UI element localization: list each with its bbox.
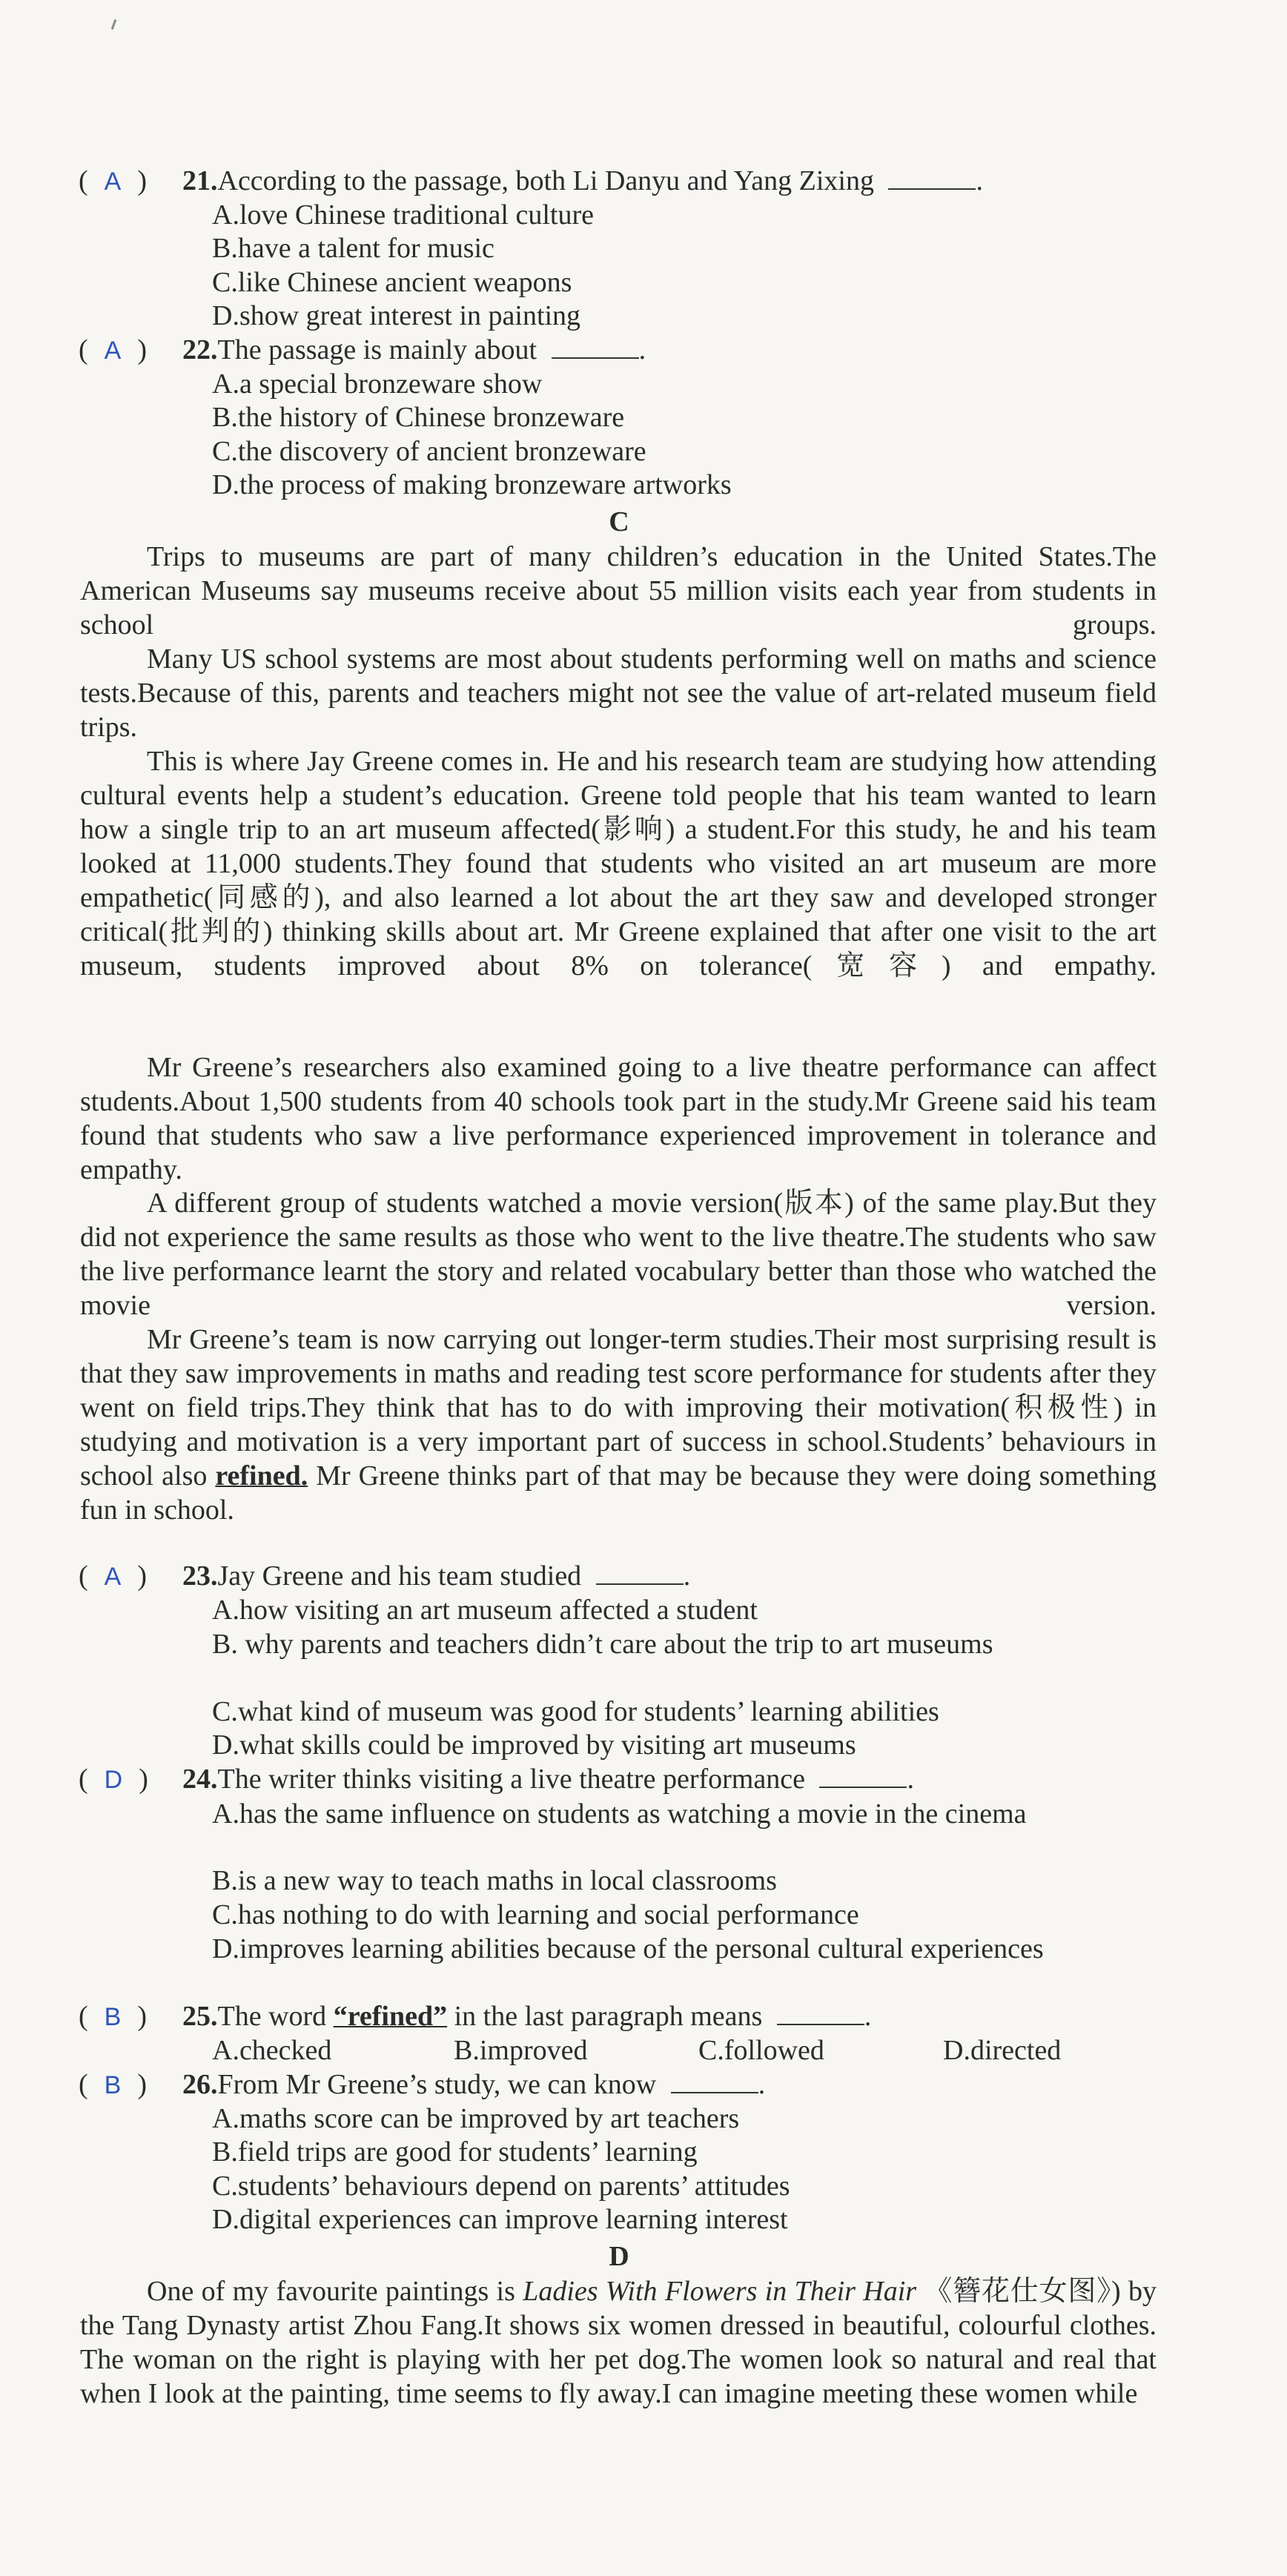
question-number: 25. <box>182 2001 218 2032</box>
answer-paren: ( B ) <box>79 2001 147 2032</box>
scan-mark <box>111 19 117 30</box>
answer-21: A <box>104 168 122 196</box>
stem-end: . <box>864 2001 872 2032</box>
question-stem: in the last paragraph means <box>447 2001 763 2032</box>
passage-c-paragraph-3 <box>80 744 1157 983</box>
option-25-a: A.checked <box>212 2035 332 2066</box>
question-22 <box>79 334 646 367</box>
answer-26: B <box>104 2071 122 2099</box>
refined-word: refined. <box>215 1460 308 1491</box>
paragraph-text: One of my favourite paintings is <box>147 2276 515 2307</box>
question-number: 21. <box>182 165 218 196</box>
section-c-heading: C <box>609 506 629 537</box>
answer-paren: ( A ) <box>79 334 147 365</box>
question-26 <box>79 2068 765 2102</box>
question-24 <box>79 1763 914 1796</box>
answer-paren: ( D ) <box>79 1764 148 1795</box>
option-21-a: A.love Chinese traditional culture <box>212 199 594 231</box>
option-23-d: D.what skills could be improved by visiting art museums <box>212 1729 856 1761</box>
option-22-b: B.the history of Chinese bronzeware <box>212 402 625 433</box>
section-d-heading: D <box>609 2241 629 2272</box>
question-stem: The word <box>217 2001 334 2032</box>
option-22-a: A.a special bronzeware show <box>212 368 543 400</box>
answer-paren: ( A ) <box>79 1560 147 1592</box>
question-23 <box>79 1560 690 1593</box>
option-21-b: B.have a talent for music <box>212 233 494 264</box>
question-number: 22. <box>182 334 218 365</box>
question-stem: Jay Greene and his team studied <box>217 1560 582 1592</box>
option-26-a: A.maths score can be improved by art teachers <box>212 2103 740 2134</box>
question-stem: The writer thinks visiting a live theatre performance <box>217 1764 805 1795</box>
stem-end: . <box>638 334 646 365</box>
question-25 <box>79 2000 871 2033</box>
option-23-b: B. why parents and teachers didn’t care about the trip to art museums <box>212 1629 993 1660</box>
stem-end: . <box>976 165 983 196</box>
question-stem: From Mr Greene’s study, we can know <box>217 2069 657 2100</box>
answer-blank[interactable] <box>671 2070 758 2093</box>
answer-blank[interactable] <box>888 166 976 190</box>
question-stem: The passage is mainly about <box>217 334 537 365</box>
answer-24: D <box>104 1766 123 1794</box>
question-number: 26. <box>182 2069 218 2100</box>
passage-d-paragraph-1 <box>80 2274 1157 2411</box>
passage-c-paragraph-1 <box>80 540 1157 642</box>
paragraph-text: A different group of students watched a movie version(版本) of the same play.But they did not experience the same results as those who went to the live theatre.The students who saw the live performance learnt the story and related vocabulary better than those who watched the movie version. <box>80 1188 1157 1321</box>
paragraph-text: Trips to museums are part of many children’s education in the United States.The American Museums say museums receive about 55 million visits each year from students in school groups. <box>80 541 1157 640</box>
options-25 <box>212 2034 1061 2067</box>
answer-23: A <box>104 1563 122 1591</box>
option-24-d: D.improves learning abilities because of the personal cultural experiences <box>212 1933 1044 1964</box>
stem-end: . <box>907 1764 914 1795</box>
question-number: 24. <box>182 1764 218 1795</box>
option-25-d: D.directed <box>943 2035 1062 2066</box>
paragraph-text: 《簪花仕女图》) by the Tang Dynasty artist Zhou Fang.It shows six women dressed in beautiful, colourful clothes. The woman on the right is playing with her pet dog.The women look so natural and real that when I look at the painting, time seems to fly away.I can imagine meeting these women while <box>80 2276 1157 2409</box>
answer-blank[interactable] <box>596 1561 684 1585</box>
option-23-a: A.how visiting an art museum affected a student <box>212 1595 758 1626</box>
question-21 <box>79 165 983 198</box>
option-23-c: C.what kind of museum was good for students’ learning abilities <box>212 1696 939 1727</box>
option-22-c: C.the discovery of ancient bronzeware <box>212 436 646 467</box>
answer-blank[interactable] <box>777 2001 864 2025</box>
paragraph-text: Mr Greene’s team is now carrying out longer-term studies.Their most surprising result is that they saw improvements in maths and reading test score performance for students after they went on field trips.They think that has to do with improving their motivation(积极性) in studying and motivation is a very important part of success in school.Students’ behaviours in school also <box>80 1324 1157 1491</box>
option-22-d: D.the process of making bronzeware artworks <box>212 469 732 500</box>
question-number: 23. <box>182 1560 218 1592</box>
option-21-d: D.show great interest in painting <box>212 300 581 331</box>
paragraph-text: This is where Jay Greene comes in. He and his research team are studying how attending cultural events help a student’s education. Greene told people that his team wanted to learn how a single trip to an art museum affected(影响) a student.For this study, he and his team looked at 11,000 students.They found that students who visited an art museum are more empathetic(同感的), and also learned a lot about the art they saw and developed stronger critical(批判的) thinking skills about art. Mr Greene explained that after one visit to the art museum, students improved about 8% on tolerance(宽容) and empathy. <box>80 746 1157 981</box>
option-25-b: B.improved <box>454 2035 588 2066</box>
option-26-c: C.students’ behaviours depend on parents’ attitudes <box>212 2171 790 2202</box>
option-26-d: D.digital experiences can improve learning interest <box>212 2204 788 2235</box>
refined-quoted-word: “refined” <box>333 2001 448 2032</box>
stem-end: . <box>683 1560 691 1592</box>
option-25-c: C.followed <box>698 2035 824 2066</box>
passage-c-paragraph-5 <box>80 1186 1157 1322</box>
answer-blank[interactable] <box>819 1764 907 1788</box>
answer-25: B <box>104 2003 122 2031</box>
passage-c-paragraph-2 <box>80 642 1157 744</box>
option-26-b: B.field trips are good for students’ learning <box>212 2136 698 2168</box>
answer-blank[interactable] <box>552 335 639 359</box>
option-21-c: C.like Chinese ancient weapons <box>212 267 572 298</box>
answer-22: A <box>104 337 122 365</box>
option-24-c: C.has nothing to do with learning and social performance <box>212 1899 859 1930</box>
stem-end: . <box>758 2069 766 2100</box>
paragraph-text: Mr Greene’s researchers also examined going to a live theatre performance can affect students.About 1,500 students from 40 schools took part in the study.Mr Greene said his team found that students who saw a live performance experienced improvement in tolerance and empathy. <box>80 1052 1157 1185</box>
passage-c-paragraph-6 <box>80 1322 1157 1527</box>
answer-paren: ( B ) <box>79 2069 147 2100</box>
option-24-a: A.has the same influence on students as watching a movie in the cinema <box>212 1798 1027 1830</box>
paragraph-text: Mr Greene thinks part of that may be because they were doing something fun in school. <box>80 1460 1157 1526</box>
answer-paren: ( A ) <box>79 165 147 196</box>
question-stem: According to the passage, both Li Danyu and Yang Zixing <box>217 165 874 196</box>
painting-title: Ladies With Flowers in Their Hair <box>523 2276 917 2307</box>
passage-c-paragraph-4 <box>80 1050 1157 1187</box>
paragraph-text: Many US school systems are most about students performing well on maths and science tests.Because of this, parents and teachers might not see the value of art-related museum field trips. <box>80 643 1157 743</box>
option-24-b: B.is a new way to teach maths in local classrooms <box>212 1865 777 1896</box>
